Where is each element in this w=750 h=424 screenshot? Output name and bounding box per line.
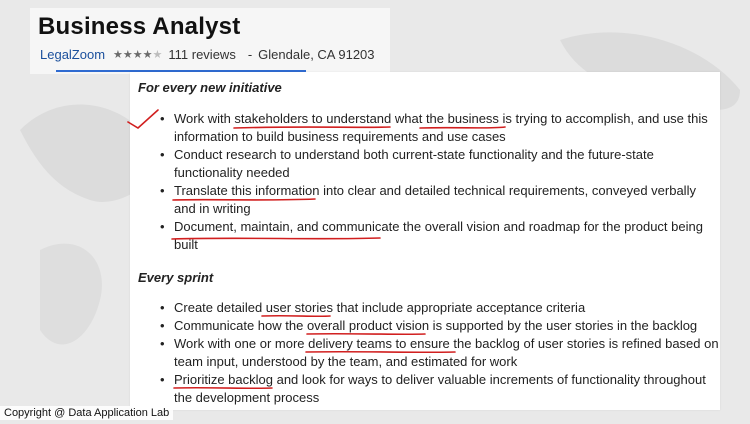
company-link[interactable]: LegalZoom [40,47,106,62]
reviews-link[interactable]: 111 reviews [168,47,236,62]
rating-stars[interactable] [113,48,162,61]
job-meta-row [40,47,375,62]
copyright-footer: Copyright @ Data Application Lab [0,406,173,420]
bullet-list-sprint [160,299,720,407]
list-item: • Conduct research to understand both current-state functionality and the future-state functionality needed [160,146,720,182]
star-icon: ★★★★ [113,49,153,61]
separator: - [247,47,253,62]
list-item: • Create detailed user stories that include appropriate acceptance criteria [160,299,720,317]
section-heading-initiative: For every new initiative [138,80,282,95]
location: Glendale, CA 91203 [258,47,375,62]
job-title: Business Analyst [38,13,241,40]
list-item: • Work with one or more delivery teams to ensure the backlog of user stories is refined based on team input, understood by the team, and estimated for work [160,335,720,371]
list-item: • Prioritize backlog and look for ways to deliver valuable increments of functionality throughout the development process [160,371,720,407]
list-item: • Work with stakeholders to understand what the business is trying to accomplish, and use this information to build business requirements and use cases [160,110,720,146]
star-empty-icon: ★ [152,49,163,61]
list-item: • Document, maintain, and communicate the overall vision and roadmap for the product being built [160,218,720,254]
bullet-list-initiative [160,110,720,254]
list-item: • Communicate how the overall product vision is supported by the user stories in the backlog [160,317,720,335]
section-heading-sprint: Every sprint [138,270,214,285]
list-item: • Translate this information into clear and detailed technical requirements, conveyed verbally and in writing [160,182,720,218]
